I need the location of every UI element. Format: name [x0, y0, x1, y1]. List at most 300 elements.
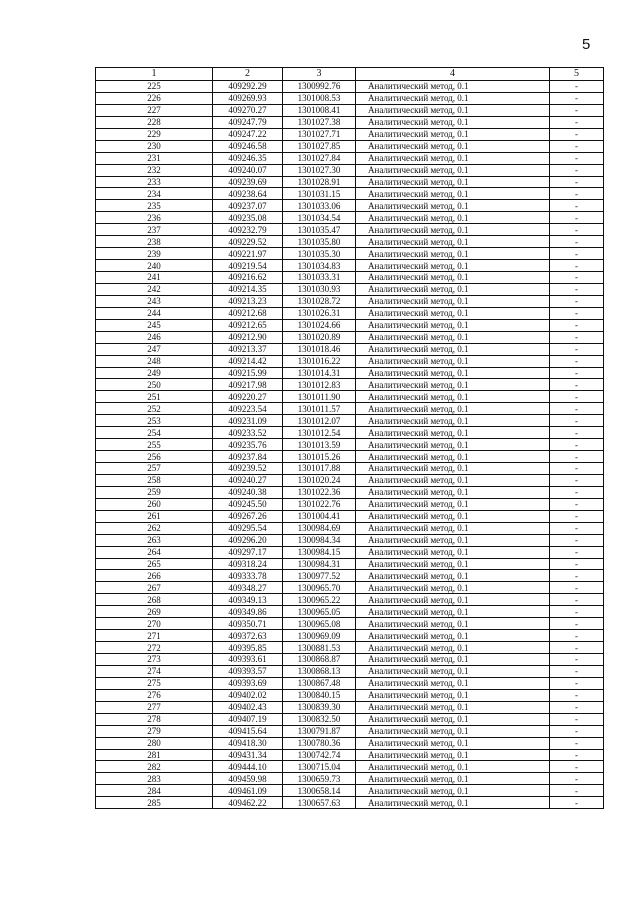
- x-coordinate-cell: 409212.68: [213, 307, 283, 319]
- note-cell: -: [550, 116, 604, 128]
- column-header-notes: 5: [550, 68, 604, 81]
- point-number-cell: 271: [96, 630, 213, 642]
- method-cell: Аналитический метод, 0.1: [356, 176, 550, 188]
- method-cell: Аналитический метод, 0.1: [356, 319, 550, 331]
- table-row: [96, 797, 604, 809]
- y-coordinate-cell: 1300868.87: [283, 654, 356, 666]
- table-row: [96, 200, 604, 212]
- y-coordinate-cell: 1300659.73: [283, 773, 356, 785]
- point-number-cell: 273: [96, 654, 213, 666]
- note-cell: -: [550, 797, 604, 809]
- x-coordinate-cell: 409292.29: [213, 81, 283, 93]
- method-cell: Аналитический метод, 0.1: [356, 164, 550, 176]
- note-cell: -: [550, 451, 604, 463]
- x-coordinate-cell: 409402.43: [213, 701, 283, 713]
- column-header-method: 4: [356, 68, 550, 81]
- y-coordinate-cell: 1301015.26: [283, 451, 356, 463]
- table-row: [96, 439, 604, 451]
- method-cell: Аналитический метод, 0.1: [356, 367, 550, 379]
- point-number-cell: 227: [96, 104, 213, 116]
- method-cell: Аналитический метод, 0.1: [356, 737, 550, 749]
- point-number-cell: 269: [96, 606, 213, 618]
- y-coordinate-cell: 1301034.83: [283, 260, 356, 272]
- note-cell: -: [550, 427, 604, 439]
- note-cell: -: [550, 236, 604, 248]
- point-number-cell: 248: [96, 355, 213, 367]
- note-cell: -: [550, 176, 604, 188]
- note-cell: -: [550, 272, 604, 284]
- x-coordinate-cell: 409247.79: [213, 116, 283, 128]
- point-number-cell: 278: [96, 713, 213, 725]
- y-coordinate-cell: 1301031.15: [283, 188, 356, 200]
- note-cell: -: [550, 140, 604, 152]
- x-coordinate-cell: 409318.24: [213, 558, 283, 570]
- point-number-cell: 235: [96, 200, 213, 212]
- point-number-cell: 256: [96, 451, 213, 463]
- y-coordinate-cell: 1301018.46: [283, 343, 356, 355]
- table-row: [96, 379, 604, 391]
- point-number-cell: 267: [96, 582, 213, 594]
- point-number-cell: 247: [96, 343, 213, 355]
- note-cell: -: [550, 558, 604, 570]
- note-cell: -: [550, 212, 604, 224]
- note-cell: -: [550, 81, 604, 93]
- x-coordinate-cell: 409212.65: [213, 319, 283, 331]
- x-coordinate-cell: 409233.52: [213, 427, 283, 439]
- table-header: [96, 68, 604, 81]
- method-cell: Аналитический метод, 0.1: [356, 522, 550, 534]
- note-cell: -: [550, 391, 604, 403]
- table-row: [96, 116, 604, 128]
- x-coordinate-cell: 409213.23: [213, 295, 283, 307]
- method-cell: Аналитический метод, 0.1: [356, 797, 550, 809]
- table-row: [96, 176, 604, 188]
- point-number-cell: 239: [96, 248, 213, 260]
- y-coordinate-cell: 1301027.84: [283, 152, 356, 164]
- method-cell: Аналитический метод, 0.1: [356, 677, 550, 689]
- method-cell: Аналитический метод, 0.1: [356, 618, 550, 630]
- table-row: [96, 713, 604, 725]
- point-number-cell: 277: [96, 701, 213, 713]
- note-cell: -: [550, 403, 604, 415]
- y-coordinate-cell: 1300969.09: [283, 630, 356, 642]
- point-number-cell: 251: [96, 391, 213, 403]
- method-cell: Аналитический метод, 0.1: [356, 761, 550, 773]
- y-coordinate-cell: 1301027.85: [283, 140, 356, 152]
- table-row: [96, 689, 604, 701]
- method-cell: Аналитический метод, 0.1: [356, 248, 550, 260]
- method-cell: Аналитический метод, 0.1: [356, 642, 550, 654]
- x-coordinate-cell: 409350.71: [213, 618, 283, 630]
- point-number-cell: 255: [96, 439, 213, 451]
- point-number-cell: 262: [96, 522, 213, 534]
- y-coordinate-cell: 1301033.06: [283, 200, 356, 212]
- note-cell: -: [550, 677, 604, 689]
- method-cell: Аналитический метод, 0.1: [356, 200, 550, 212]
- page-number: 5: [582, 36, 591, 53]
- point-number-cell: 244: [96, 307, 213, 319]
- note-cell: -: [550, 546, 604, 558]
- note-cell: -: [550, 415, 604, 427]
- method-cell: Аналитический метод, 0.1: [356, 427, 550, 439]
- y-coordinate-cell: 1300715.04: [283, 761, 356, 773]
- table-row: [96, 642, 604, 654]
- y-coordinate-cell: 1300984.34: [283, 534, 356, 546]
- point-number-cell: 274: [96, 665, 213, 677]
- point-number-cell: 263: [96, 534, 213, 546]
- y-coordinate-cell: 1301022.76: [283, 498, 356, 510]
- table-row: [96, 474, 604, 486]
- x-coordinate-cell: 409237.07: [213, 200, 283, 212]
- table-row: [96, 224, 604, 236]
- point-number-cell: 284: [96, 785, 213, 797]
- x-coordinate-cell: 409270.27: [213, 104, 283, 116]
- method-cell: Аналитический метод, 0.1: [356, 415, 550, 427]
- table-row: [96, 665, 604, 677]
- note-cell: -: [550, 773, 604, 785]
- point-number-cell: 254: [96, 427, 213, 439]
- x-coordinate-cell: 409402.02: [213, 689, 283, 701]
- table-row: [96, 104, 604, 116]
- method-cell: Аналитический метод, 0.1: [356, 307, 550, 319]
- method-cell: Аналитический метод, 0.1: [356, 188, 550, 200]
- note-cell: -: [550, 582, 604, 594]
- method-cell: Аналитический метод, 0.1: [356, 92, 550, 104]
- point-number-cell: 243: [96, 295, 213, 307]
- method-cell: Аналитический метод, 0.1: [356, 331, 550, 343]
- y-coordinate-cell: 1300992.76: [283, 81, 356, 93]
- table-row: [96, 81, 604, 93]
- y-coordinate-cell: 1301020.89: [283, 331, 356, 343]
- x-coordinate-cell: 409461.09: [213, 785, 283, 797]
- point-number-cell: 236: [96, 212, 213, 224]
- x-coordinate-cell: 409415.64: [213, 725, 283, 737]
- note-cell: -: [550, 319, 604, 331]
- point-number-cell: 234: [96, 188, 213, 200]
- note-cell: -: [550, 260, 604, 272]
- note-cell: -: [550, 355, 604, 367]
- point-number-cell: 252: [96, 403, 213, 415]
- y-coordinate-cell: 1300868.13: [283, 665, 356, 677]
- method-cell: Аналитический метод, 0.1: [356, 558, 550, 570]
- y-coordinate-cell: 1301027.71: [283, 128, 356, 140]
- y-coordinate-cell: 1300984.15: [283, 546, 356, 558]
- note-cell: -: [550, 761, 604, 773]
- x-coordinate-cell: 409229.52: [213, 236, 283, 248]
- y-coordinate-cell: 1301020.24: [283, 474, 356, 486]
- table-row: [96, 128, 604, 140]
- x-coordinate-cell: 409462.22: [213, 797, 283, 809]
- point-number-cell: 238: [96, 236, 213, 248]
- table-row: [96, 295, 604, 307]
- x-coordinate-cell: 409269.93: [213, 92, 283, 104]
- table-row: [96, 283, 604, 295]
- table-row: [96, 498, 604, 510]
- note-cell: -: [550, 618, 604, 630]
- column-header-x-coordinate: 2: [213, 68, 283, 81]
- note-cell: -: [550, 200, 604, 212]
- x-coordinate-cell: 409297.17: [213, 546, 283, 558]
- method-cell: Аналитический метод, 0.1: [356, 379, 550, 391]
- method-cell: Аналитический метод, 0.1: [356, 140, 550, 152]
- x-coordinate-cell: 409407.19: [213, 713, 283, 725]
- point-number-cell: 258: [96, 474, 213, 486]
- point-number-cell: 245: [96, 319, 213, 331]
- method-cell: Аналитический метод, 0.1: [356, 689, 550, 701]
- method-cell: Аналитический метод, 0.1: [356, 439, 550, 451]
- table-row: [96, 510, 604, 522]
- x-coordinate-cell: 409214.42: [213, 355, 283, 367]
- y-coordinate-cell: 1301035.30: [283, 248, 356, 260]
- y-coordinate-cell: 1301035.47: [283, 224, 356, 236]
- note-cell: -: [550, 486, 604, 498]
- x-coordinate-cell: 409393.57: [213, 665, 283, 677]
- x-coordinate-cell: 409267.26: [213, 510, 283, 522]
- method-cell: Аналитический метод, 0.1: [356, 463, 550, 475]
- note-cell: -: [550, 713, 604, 725]
- table-row: [96, 367, 604, 379]
- method-cell: Аналитический метод, 0.1: [356, 260, 550, 272]
- y-coordinate-cell: 1301008.53: [283, 92, 356, 104]
- y-coordinate-cell: 1300965.08: [283, 618, 356, 630]
- table-row: [96, 761, 604, 773]
- x-coordinate-cell: 409333.78: [213, 570, 283, 582]
- point-number-cell: 279: [96, 725, 213, 737]
- method-cell: Аналитический метод, 0.1: [356, 403, 550, 415]
- method-cell: Аналитический метод, 0.1: [356, 128, 550, 140]
- y-coordinate-cell: 1300658.14: [283, 785, 356, 797]
- method-cell: Аналитический метод, 0.1: [356, 582, 550, 594]
- table-row: [96, 415, 604, 427]
- table-row: [96, 463, 604, 475]
- y-coordinate-cell: 1301012.54: [283, 427, 356, 439]
- column-header-point-number: 1: [96, 68, 213, 81]
- x-coordinate-cell: 409444.10: [213, 761, 283, 773]
- method-cell: Аналитический метод, 0.1: [356, 546, 550, 558]
- method-cell: Аналитический метод, 0.1: [356, 474, 550, 486]
- x-coordinate-cell: 409349.86: [213, 606, 283, 618]
- x-coordinate-cell: 409214.35: [213, 283, 283, 295]
- y-coordinate-cell: 1301035.80: [283, 236, 356, 248]
- method-cell: Аналитический метод, 0.1: [356, 343, 550, 355]
- y-coordinate-cell: 1300984.69: [283, 522, 356, 534]
- point-number-cell: 226: [96, 92, 213, 104]
- y-coordinate-cell: 1301028.91: [283, 176, 356, 188]
- method-cell: Аналитический метод, 0.1: [356, 486, 550, 498]
- table-row: [96, 701, 604, 713]
- note-cell: -: [550, 570, 604, 582]
- note-cell: -: [550, 92, 604, 104]
- table-row: [96, 427, 604, 439]
- header-row: [96, 68, 604, 81]
- point-number-cell: 266: [96, 570, 213, 582]
- x-coordinate-cell: 409223.54: [213, 403, 283, 415]
- point-number-cell: 250: [96, 379, 213, 391]
- method-cell: Аналитический метод, 0.1: [356, 212, 550, 224]
- point-number-cell: 225: [96, 81, 213, 93]
- x-coordinate-cell: 409216.62: [213, 272, 283, 284]
- point-number-cell: 253: [96, 415, 213, 427]
- note-cell: -: [550, 642, 604, 654]
- note-cell: -: [550, 224, 604, 236]
- note-cell: -: [550, 534, 604, 546]
- table-row: [96, 546, 604, 558]
- table-row: [96, 307, 604, 319]
- table-row: [96, 522, 604, 534]
- y-coordinate-cell: 1300780.36: [283, 737, 356, 749]
- x-coordinate-cell: 409246.58: [213, 140, 283, 152]
- method-cell: Аналитический метод, 0.1: [356, 451, 550, 463]
- table-row: [96, 272, 604, 284]
- point-number-cell: 264: [96, 546, 213, 558]
- note-cell: -: [550, 654, 604, 666]
- point-number-cell: 241: [96, 272, 213, 284]
- method-cell: Аналитический метод, 0.1: [356, 654, 550, 666]
- note-cell: -: [550, 283, 604, 295]
- note-cell: -: [550, 439, 604, 451]
- method-cell: Аналитический метод, 0.1: [356, 498, 550, 510]
- note-cell: -: [550, 463, 604, 475]
- note-cell: -: [550, 307, 604, 319]
- column-header-y-coordinate: 3: [283, 68, 356, 81]
- table-body: [96, 81, 604, 809]
- x-coordinate-cell: 409418.30: [213, 737, 283, 749]
- note-cell: -: [550, 367, 604, 379]
- method-cell: Аналитический метод, 0.1: [356, 534, 550, 546]
- point-number-cell: 229: [96, 128, 213, 140]
- point-number-cell: 275: [96, 677, 213, 689]
- x-coordinate-cell: 409459.98: [213, 773, 283, 785]
- method-cell: Аналитический метод, 0.1: [356, 665, 550, 677]
- method-cell: Аналитический метод, 0.1: [356, 116, 550, 128]
- x-coordinate-cell: 409232.79: [213, 224, 283, 236]
- point-number-cell: 249: [96, 367, 213, 379]
- y-coordinate-cell: 1301011.57: [283, 403, 356, 415]
- table-row: [96, 594, 604, 606]
- point-number-cell: 257: [96, 463, 213, 475]
- point-number-cell: 240: [96, 260, 213, 272]
- method-cell: Аналитический метод, 0.1: [356, 391, 550, 403]
- method-cell: Аналитический метод, 0.1: [356, 81, 550, 93]
- y-coordinate-cell: 1301012.83: [283, 379, 356, 391]
- x-coordinate-cell: 409295.54: [213, 522, 283, 534]
- note-cell: -: [550, 343, 604, 355]
- method-cell: Аналитический метод, 0.1: [356, 295, 550, 307]
- y-coordinate-cell: 1300984.31: [283, 558, 356, 570]
- y-coordinate-cell: 1301027.38: [283, 116, 356, 128]
- y-coordinate-cell: 1301012.07: [283, 415, 356, 427]
- note-cell: -: [550, 725, 604, 737]
- x-coordinate-cell: 409213.37: [213, 343, 283, 355]
- point-number-cell: 260: [96, 498, 213, 510]
- table-row: [96, 749, 604, 761]
- table-row: [96, 486, 604, 498]
- y-coordinate-cell: 1300839.30: [283, 701, 356, 713]
- x-coordinate-cell: 409239.69: [213, 176, 283, 188]
- y-coordinate-cell: 1301030.93: [283, 283, 356, 295]
- table-row: [96, 534, 604, 546]
- table-row: [96, 260, 604, 272]
- table-row: [96, 630, 604, 642]
- point-number-cell: 270: [96, 618, 213, 630]
- point-number-cell: 246: [96, 331, 213, 343]
- x-coordinate-cell: 409240.07: [213, 164, 283, 176]
- x-coordinate-cell: 409247.22: [213, 128, 283, 140]
- x-coordinate-cell: 409212.90: [213, 331, 283, 343]
- note-cell: -: [550, 522, 604, 534]
- x-coordinate-cell: 409393.69: [213, 677, 283, 689]
- table-row: [96, 140, 604, 152]
- method-cell: Аналитический метод, 0.1: [356, 224, 550, 236]
- point-number-cell: 259: [96, 486, 213, 498]
- table-row: [96, 606, 604, 618]
- table-row: [96, 331, 604, 343]
- x-coordinate-cell: 409348.27: [213, 582, 283, 594]
- coordinates-table: [95, 67, 604, 809]
- note-cell: -: [550, 474, 604, 486]
- y-coordinate-cell: 1301033.31: [283, 272, 356, 284]
- method-cell: Аналитический метод, 0.1: [356, 570, 550, 582]
- point-number-cell: 272: [96, 642, 213, 654]
- method-cell: Аналитический метод, 0.1: [356, 594, 550, 606]
- note-cell: -: [550, 594, 604, 606]
- table-row: [96, 654, 604, 666]
- method-cell: Аналитический метод, 0.1: [356, 236, 550, 248]
- x-coordinate-cell: 409239.52: [213, 463, 283, 475]
- table-row: [96, 391, 604, 403]
- x-coordinate-cell: 409372.63: [213, 630, 283, 642]
- x-coordinate-cell: 409245.50: [213, 498, 283, 510]
- x-coordinate-cell: 409240.27: [213, 474, 283, 486]
- point-number-cell: 233: [96, 176, 213, 188]
- note-cell: -: [550, 164, 604, 176]
- table-row: [96, 355, 604, 367]
- method-cell: Аналитический метод, 0.1: [356, 510, 550, 522]
- x-coordinate-cell: 409393.61: [213, 654, 283, 666]
- y-coordinate-cell: 1301024.66: [283, 319, 356, 331]
- note-cell: -: [550, 785, 604, 797]
- x-coordinate-cell: 409349.13: [213, 594, 283, 606]
- note-cell: -: [550, 630, 604, 642]
- y-coordinate-cell: 1301022.36: [283, 486, 356, 498]
- note-cell: -: [550, 152, 604, 164]
- table-row: [96, 785, 604, 797]
- y-coordinate-cell: 1301016.22: [283, 355, 356, 367]
- y-coordinate-cell: 1300657.63: [283, 797, 356, 809]
- x-coordinate-cell: 409231.09: [213, 415, 283, 427]
- x-coordinate-cell: 409240.38: [213, 486, 283, 498]
- point-number-cell: 285: [96, 797, 213, 809]
- point-number-cell: 282: [96, 761, 213, 773]
- y-coordinate-cell: 1300965.05: [283, 606, 356, 618]
- note-cell: -: [550, 606, 604, 618]
- y-coordinate-cell: 1300965.22: [283, 594, 356, 606]
- note-cell: -: [550, 498, 604, 510]
- table-row: [96, 582, 604, 594]
- x-coordinate-cell: 409235.08: [213, 212, 283, 224]
- y-coordinate-cell: 1301014.31: [283, 367, 356, 379]
- method-cell: Аналитический метод, 0.1: [356, 701, 550, 713]
- table-row: [96, 737, 604, 749]
- y-coordinate-cell: 1300881.53: [283, 642, 356, 654]
- y-coordinate-cell: 1300965.70: [283, 582, 356, 594]
- table-row: [96, 403, 604, 415]
- note-cell: -: [550, 295, 604, 307]
- y-coordinate-cell: 1300742.74: [283, 749, 356, 761]
- table-row: [96, 570, 604, 582]
- method-cell: Аналитический метод, 0.1: [356, 713, 550, 725]
- point-number-cell: 276: [96, 689, 213, 701]
